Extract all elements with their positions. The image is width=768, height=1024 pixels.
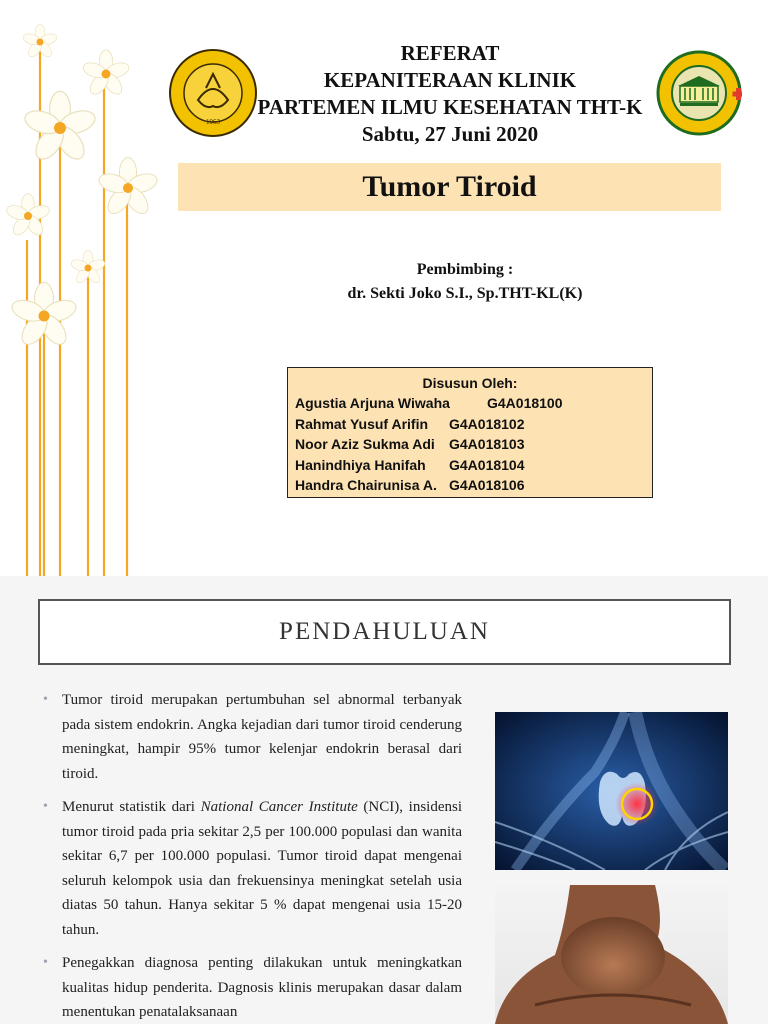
authors-heading: Disusun Oleh: xyxy=(422,375,518,391)
bullet-icon: • xyxy=(43,692,48,707)
flower-decoration xyxy=(0,0,170,576)
author-nim: G4A018100 xyxy=(487,395,563,411)
section-title: PENDAHULUAN xyxy=(38,599,731,665)
bullet-item xyxy=(40,795,462,942)
author-row xyxy=(288,414,652,435)
introduction-slide xyxy=(0,576,768,1024)
author-name: Handra Chairunisa A. xyxy=(295,477,437,493)
bullet-text: Tumor tiroid merupakan pertumbuhan sel abnormal terbanyak pada sistem endokrin. Angka kejadian dari tumor tiroid cenderung meningkat, hampir 95% tumor kelenjar endokrin berasal dari tiroid. xyxy=(62,692,462,782)
header-line-kepaniteraan: KEPANITERAAN KLINIK xyxy=(323,68,577,92)
author-nim: G4A018104 xyxy=(449,456,525,473)
bullet-item xyxy=(40,688,462,786)
header-line-date: Sabtu, 27 Juni 2020 xyxy=(361,122,539,146)
bullet-icon: • xyxy=(43,955,48,970)
supervisor-name: dr. Sekti Joko S.I., Sp.THT-KL(K) xyxy=(347,285,583,302)
supervisor-block xyxy=(230,258,700,306)
header-line-department: PARTEMEN ILMU KESEHATAN THT-K xyxy=(257,95,643,119)
bullet-text-italic: National Cancer Institute xyxy=(200,799,358,815)
author-row xyxy=(288,455,652,476)
report-header xyxy=(200,40,700,148)
header-line-referat: REFERAT xyxy=(400,41,500,65)
author-name: Noor Aziz Sukma Adi xyxy=(295,436,435,452)
bullet-list xyxy=(40,688,462,1024)
goiter-neck-image xyxy=(495,885,728,1024)
author-nim: G4A018102 xyxy=(449,415,525,432)
author-nim: G4A018103 xyxy=(449,436,525,452)
presentation-title: Tumor Tiroid xyxy=(178,163,721,211)
bullet-text: Menurut statistik dari xyxy=(62,799,201,815)
thyroid-xray-image xyxy=(495,712,728,870)
author-row xyxy=(288,475,652,496)
author-row xyxy=(288,393,652,414)
bullet-text: Penegakkan diagnosa penting dilakukan untuk meningkatkan kualitas hidup penderita. Dagnosis klinis merupakan dasar dalam menentukan penatalaksanaan xyxy=(62,955,462,1020)
bullet-text: (NCI), insidensi tumor tiroid pada pria sekitar 2,5 per 100.000 populasi dan wanita sekitar 6,7 per 100.000 populasi. Tumor tiroid dapat mengenai seluruh kelompok usia dan frekuensinya meningkat setelah usia diatas 50 tahun. Hanya sekitar 5 % dapat mengenai usia 15-20 tahun. xyxy=(62,799,462,938)
author-row xyxy=(288,434,652,455)
bullet-item xyxy=(40,951,462,1024)
supervisor-label: Pembimbing : xyxy=(416,261,514,278)
author-name: Rahmat Yusuf Arifin xyxy=(295,415,429,432)
authors-box xyxy=(287,367,653,498)
logo-left-year: 1963 xyxy=(206,118,220,126)
bullet-icon: • xyxy=(43,799,48,814)
author-nim: G4A018106 xyxy=(449,477,525,493)
author-name: Agustia Arjuna Wiwaha xyxy=(295,395,450,411)
author-name: Hanindhiya Hanifah xyxy=(295,456,426,473)
